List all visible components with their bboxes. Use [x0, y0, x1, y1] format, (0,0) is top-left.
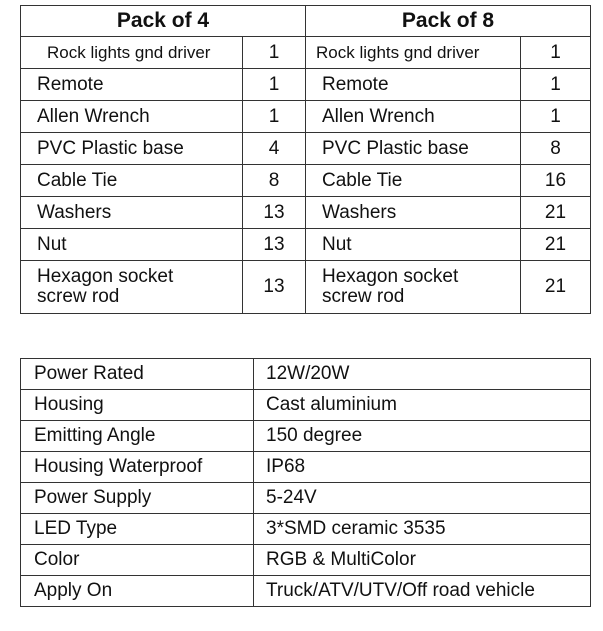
spec-label: Apply On: [21, 576, 254, 607]
table-row: [21, 514, 591, 545]
pack4-item-name: Allen Wrench: [21, 101, 243, 133]
pack8-item-name: Washers: [306, 197, 521, 229]
pack4-item-qty: 1: [243, 37, 306, 69]
table-row: [21, 165, 591, 197]
pack4-item-qty: 13: [243, 197, 306, 229]
table-row: [21, 261, 591, 314]
package-contents-table: [20, 5, 591, 314]
spec-value: 150 degree: [254, 421, 591, 452]
pack4-item-name: [21, 261, 243, 314]
pack8-item-qty: 16: [521, 165, 591, 197]
spec-label: Housing Waterproof: [21, 452, 254, 483]
pack4-item-name: PVC Plastic base: [21, 133, 243, 165]
pack8-item-name-line2: screw rod: [322, 286, 405, 307]
pack4-item-qty: 4: [243, 133, 306, 165]
pack8-item-qty: 1: [521, 69, 591, 101]
pack8-item-name-line1: Hexagon socket: [322, 266, 459, 287]
pack4-item-qty: 8: [243, 165, 306, 197]
pack4-item-qty: 1: [243, 69, 306, 101]
pack4-item-qty: 13: [243, 261, 306, 314]
pack4-item-qty: 1: [243, 101, 306, 133]
table-row: [21, 229, 591, 261]
pack8-item-name: PVC Plastic base: [306, 133, 521, 165]
pack8-item-qty: 21: [521, 229, 591, 261]
spec-label: Power Rated: [21, 359, 254, 390]
table-row: [21, 37, 591, 69]
spec-label: Color: [21, 545, 254, 576]
pack-of-8-header: Pack of 8: [306, 6, 591, 37]
table-row: [21, 452, 591, 483]
pack4-item-name: Remote: [21, 69, 243, 101]
pack4-item-name-line1: Hexagon socket: [37, 266, 174, 287]
spec-label: LED Type: [21, 514, 254, 545]
pack4-item-name: Cable Tie: [21, 165, 243, 197]
pack8-item-qty: 21: [521, 261, 591, 314]
spec-value: RGB & MultiColor: [254, 545, 591, 576]
pack-of-4-header: Pack of 4: [21, 6, 306, 37]
table-row: [21, 421, 591, 452]
table-row: [21, 483, 591, 514]
spec-value: IP68: [254, 452, 591, 483]
table-row: [21, 576, 591, 607]
pack8-item-name: [306, 261, 521, 314]
spec-value: Truck/ATV/UTV/Off road vehicle: [254, 576, 591, 607]
spec-label: Power Supply: [21, 483, 254, 514]
pack8-item-qty: 8: [521, 133, 591, 165]
pack4-item-name: Nut: [21, 229, 243, 261]
pack4-item-name: Washers: [21, 197, 243, 229]
pack8-item-name: Rock lights gnd driver: [306, 37, 521, 69]
pack8-item-qty: 1: [521, 101, 591, 133]
specifications-table: [20, 358, 591, 607]
package-header-row: [21, 6, 591, 37]
spec-label: Emitting Angle: [21, 421, 254, 452]
pack8-item-name: Allen Wrench: [306, 101, 521, 133]
table-row: [21, 197, 591, 229]
pack4-item-qty: 13: [243, 229, 306, 261]
pack8-item-name: Nut: [306, 229, 521, 261]
table-row: [21, 69, 591, 101]
pack8-item-qty: 1: [521, 37, 591, 69]
spec-value: Cast aluminium: [254, 390, 591, 421]
spec-label: Housing: [21, 390, 254, 421]
pack8-item-qty: 21: [521, 197, 591, 229]
pack4-item-name: Rock lights gnd driver: [21, 37, 243, 69]
spec-value: 5-24V: [254, 483, 591, 514]
table-row: [21, 545, 591, 576]
pack8-item-name: Cable Tie: [306, 165, 521, 197]
table-row: [21, 101, 591, 133]
table-row: [21, 359, 591, 390]
pack8-item-name: Remote: [306, 69, 521, 101]
spec-value: 3*SMD ceramic 3535: [254, 514, 591, 545]
pack4-item-name-line2: screw rod: [37, 286, 120, 307]
table-row: [21, 390, 591, 421]
spec-value: 12W/20W: [254, 359, 591, 390]
table-row: [21, 133, 591, 165]
